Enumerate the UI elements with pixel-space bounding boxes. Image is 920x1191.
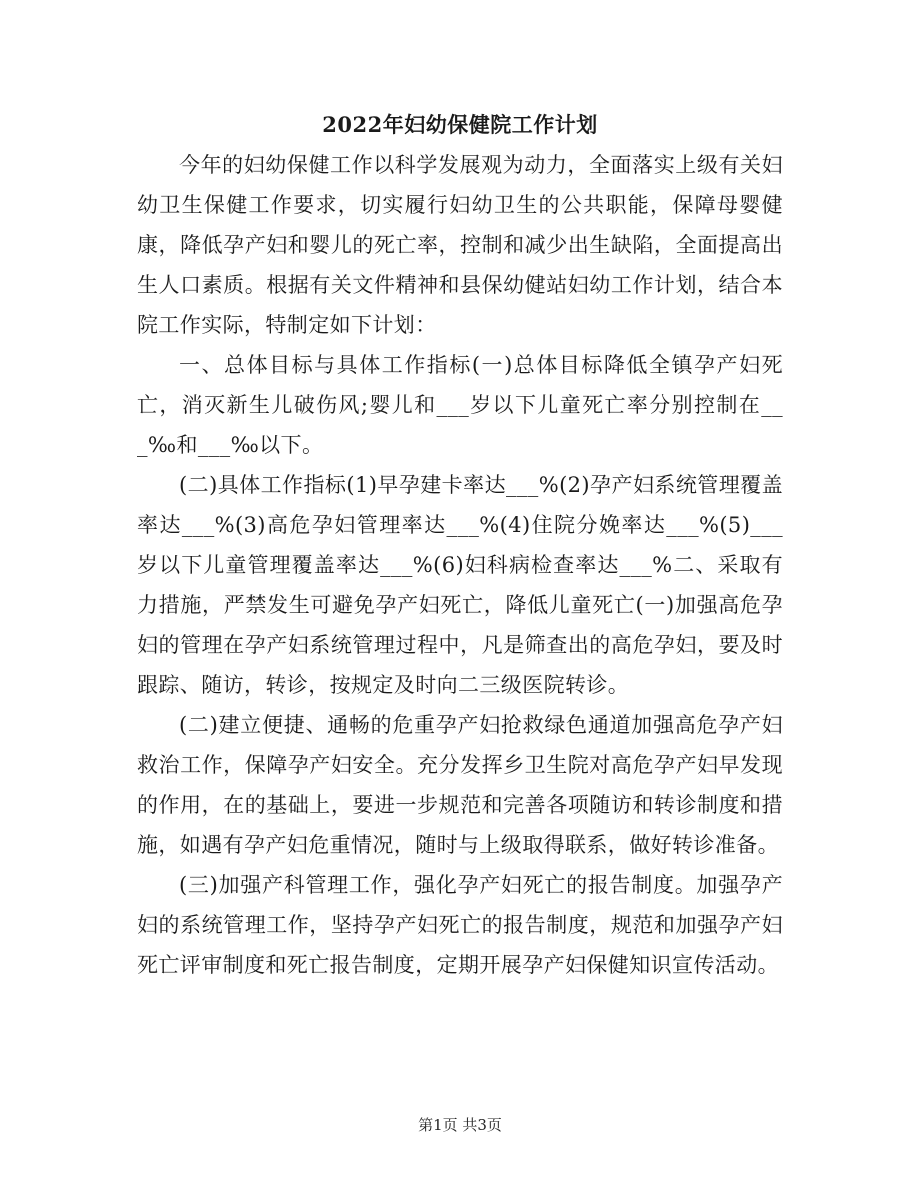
paragraph-overall-goals: 一、总体目标与具体工作指标(一)总体目标降低全镇孕产妇死亡，消灭新生儿破伤风;婴儿和___岁以下儿童死亡率分别控制在___‰和___‰以下。: [137, 353, 783, 457]
document-body: [137, 145, 783, 985]
paragraph-obstetric-management: (三)加强产科管理工作，强化孕产妇死亡的报告制度。加强孕产妇的系统管理工作，坚持孕产妇死亡的报告制度，规范和加强孕产妇死亡评审制度和死亡报告制度，定期开展孕产妇保健知识宣传活动。: [137, 873, 783, 977]
document-title: 2022年妇幼保健院工作计划: [322, 112, 598, 137]
paragraph-intro: 今年的妇幼保健工作以科学发展观为动力，全面落实上级有关妇幼卫生保健工作要求，切实履行妇幼卫生的公共职能，保障母婴健康，降低孕产妇和婴儿的死亡率，控制和减少出生缺陷，全面提高出生人口素质。根据有关文件精神和县保幼健站妇幼工作计划，结合本院工作实际，特制定如下计划：: [137, 153, 783, 337]
paragraph-green-channel: (二)建立便捷、通畅的危重孕产妇抢救绿色通道加强高危孕产妇救治工作，保障孕产妇安全。充分发挥乡卫生院对高危孕产妇早发现的作用，在的基础上，要进一步规范和完善各项随访和转诊制度和措施，如遇有孕产妇危重情况，随时与上级取得联系，做好转诊准备。: [137, 713, 783, 857]
page-number: 第1页 共3页: [418, 1116, 502, 1134]
paragraph-specific-indicators: (二)具体工作指标(1)早孕建卡率达___%(2)孕产妇系统管理覆盖率达___%(3)高危孕妇管理率达___%(4)住院分娩率达___%(5)___岁以下儿童管理覆盖率达___%(6)妇科病检查率达___%二、采取有力措施，严禁发生可避免孕产妇死亡，降低儿童死亡(一)加强高危孕妇的管理在孕产妇系统管理过程中，凡是筛查出的高危孕妇，要及时跟踪、随访，转诊，按规定及时向二三级医院转诊。: [137, 473, 783, 697]
